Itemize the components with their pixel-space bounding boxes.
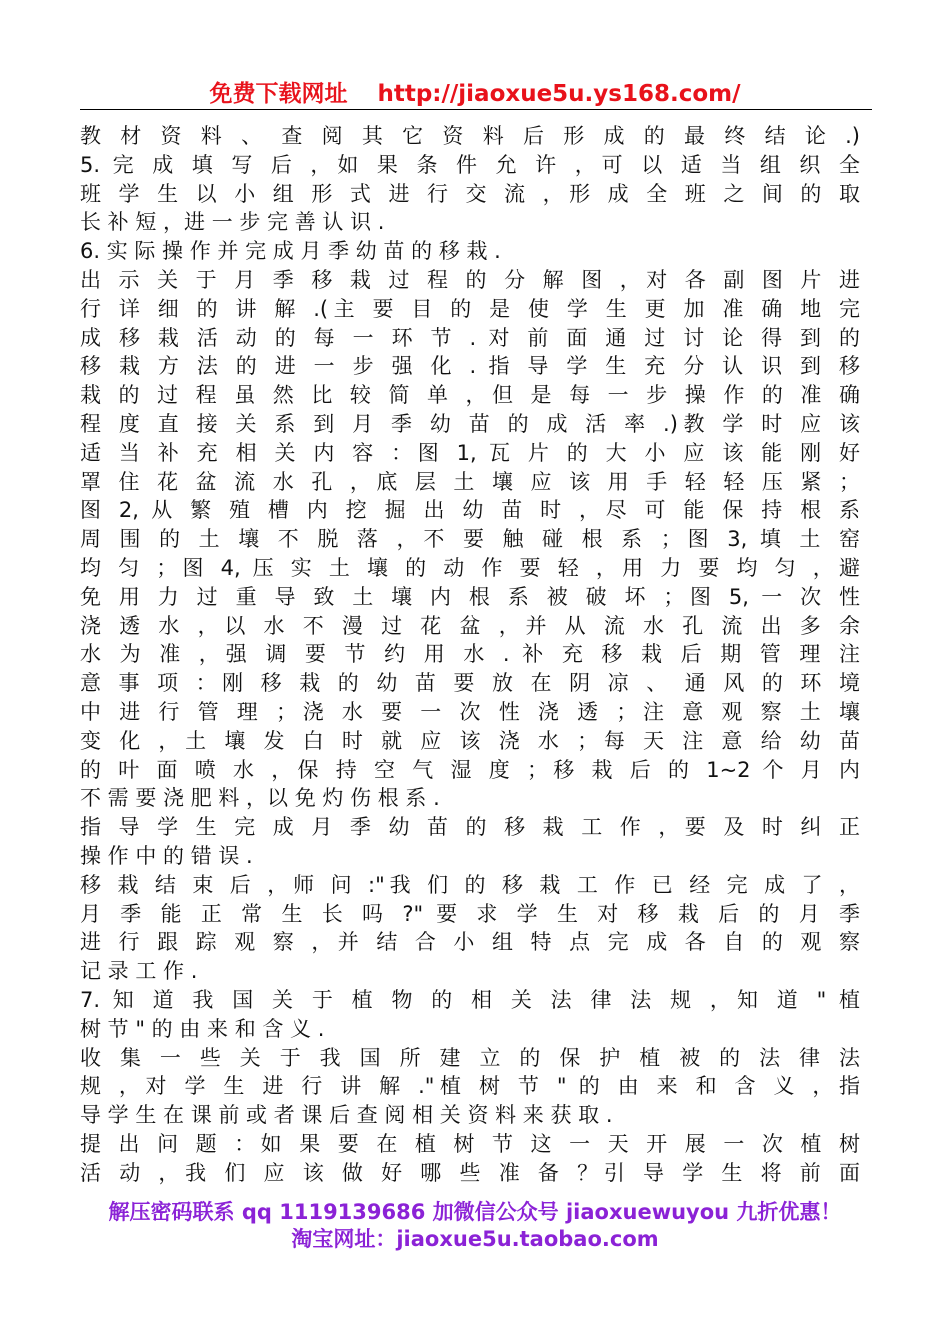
text-line: 活 动 ，我 们 应 该 做 好 哪 些 准 备 ？引 导 学 生 将 前 面 — [80, 1160, 860, 1185]
text-line: 成 移 栽 活 动 的 每 一 环 节 . 对 前 面 通 过 讨 论 得 到 的 — [80, 325, 860, 350]
text-line: 收 集 一 些 关 于 我 国 所 建 立 的 保 护 植 被 的 法 律 法 — [80, 1045, 860, 1070]
text-line: 栽 的 过 程 虽 然 比 较 简 单 ，但 是 每 一 步 操 作 的 准 确 — [80, 383, 860, 408]
header-divider — [80, 109, 872, 110]
text-line: 7. 知 道 我 国 关 于 植 物 的 相 关 法 律 法 规 ，知 道 " 植 — [80, 987, 860, 1012]
text-line: 规 ，对 学 生 进 行 讲 解 ."植 树 节 " 的 由 来 和 含 义 ，指 — [80, 1074, 860, 1099]
text-line: 记 录 工 作 . — [80, 959, 198, 984]
text-line: 6. 实 际 操 作 并 完 成 月 季 幼 苗 的 移 栽 . — [80, 239, 501, 264]
text-line: 的 叶 面 喷 水 ，保 持 空 气 湿 度 ；移 栽 后 的 1~2 个 月 内 — [80, 757, 860, 782]
header-label: 免费下载网址 — [209, 81, 348, 107]
text-line: 移 栽 方 法 的 进 一 步 强 化 . 指 导 学 生 充 分 认 识 到 移 — [80, 354, 860, 379]
text-line: 出 示 关 于 月 季 移 栽 过 程 的 分 解 图 ，对 各 副 图 片 进 — [80, 267, 860, 292]
footer-contact-line: 解压密码联系 qq 1119139686 加微信公众号 jiaoxuewuyou 九折优惠！ — [108, 1200, 842, 1224]
text-line: 指 导 学 生 完 成 月 季 幼 苗 的 移 栽 工 作 ，要 及 时 纠 正 — [80, 815, 860, 840]
text-line: 均 匀 ；图 4, 压 实 土 壤 的 动 作 要 轻 ，用 力 要 均 匀 ，避 — [80, 555, 860, 580]
text-line: 移 栽 结 束 后 ，师 问 :"我 们 的 移 栽 工 作 已 经 完 成 了 ， — [80, 872, 860, 897]
text-line: 提 出 问 题 ：如 果 要 在 植 树 节 这 一 天 开 展 一 次 植 树 — [80, 1131, 860, 1156]
text-line: 图 2, 从 繁 殖 槽 内 挖 掘 出 幼 苗 时 ，尽 可 能 保 持 根 系 — [80, 498, 860, 523]
text-line: 程 度 直 接 关 系 到 月 季 幼 苗 的 成 活 率 .)教 学 时 应 该 — [80, 411, 860, 436]
text-line: 班 学 生 以 小 组 形 式 进 行 交 流 ，形 成 全 班 之 间 的 取 — [80, 181, 860, 206]
text-line: 月 季 能 正 常 生 长 吗 ?" 要 求 学 生 对 移 栽 后 的 月 季 — [80, 901, 860, 926]
footer-taobao-line: 淘宝网址：jiaoxue5u.taobao.com — [291, 1227, 659, 1251]
text-line: 罩 住 花 盆 流 水 孔 ，底 层 土 壤 应 该 用 手 轻 轻 压 紧 ； — [80, 469, 860, 494]
text-line: 周 围 的 土 壤 不 脱 落 ，不 要 触 碰 根 系 ；图 3, 填 土 窑 — [80, 527, 860, 552]
text-line: 导 学 生 在 课 前 或 者 课 后 查 阅 相 关 资 料 来 获 取 . — [80, 1103, 613, 1128]
text-line: 行 详 细 的 讲 解 .(主 要 目 的 是 使 学 生 更 加 准 确 地 完 — [80, 296, 860, 321]
header-url-link[interactable]: http://jiaoxue5u.ys168.com/ — [377, 81, 741, 107]
text-line: 树 节 " 的 由 来 和 含 义 . — [80, 1016, 325, 1041]
text-line: 浇 透 水 ，以 水 不 漫 过 花 盆 ，并 从 流 水 孔 流 出 多 余 — [80, 613, 860, 638]
text-line: 进 行 跟 踪 观 察 ，并 结 合 小 组 特 点 完 成 各 自 的 观 察 — [80, 930, 860, 955]
text-line: 不 需 要 浇 肥 料 ，以 免 灼 伤 根 系 . — [80, 786, 440, 811]
text-line: 水 为 准 ，强 调 要 节 约 用 水 . 补 充 移 栽 后 期 管 理 注 — [80, 642, 860, 667]
download-header — [80, 78, 870, 110]
text-line: 操 作 中 的 错 误 . — [80, 843, 253, 868]
text-line: 5. 完 成 填 写 后 ，如 果 条 件 允 许 ，可 以 适 当 组 织 全 — [80, 152, 860, 177]
text-line: 变 化 ，土 壤 发 白 时 就 应 该 浇 水 ；每 天 注 意 给 幼 苗 — [80, 728, 860, 753]
document-body — [80, 122, 860, 1187]
text-line: 教 材 资 料 、 查 阅 其 它 资 料 后 形 成 的 最 终 结 论 .) — [80, 124, 860, 148]
text-line: 免 用 力 过 重 导 致 土 壤 内 根 系 被 破 坏 ；图 5, 一 次 性 — [80, 584, 860, 609]
text-line: 适 当 补 充 相 关 内 容 ：图 1, 瓦 片 的 大 小 应 该 能 刚 好 — [80, 440, 860, 465]
text-line: 长 补 短 ，进 一 步 完 善 认 识 . — [80, 210, 385, 235]
text-line: 意 事 项 ：刚 移 栽 的 幼 苗 要 放 在 阴 凉 、 通 风 的 环 境 — [80, 671, 860, 696]
text-line: 中 进 行 管 理 ；浇 水 要 一 次 性 浇 透 ；注 意 观 察 土 壤 — [80, 699, 860, 724]
